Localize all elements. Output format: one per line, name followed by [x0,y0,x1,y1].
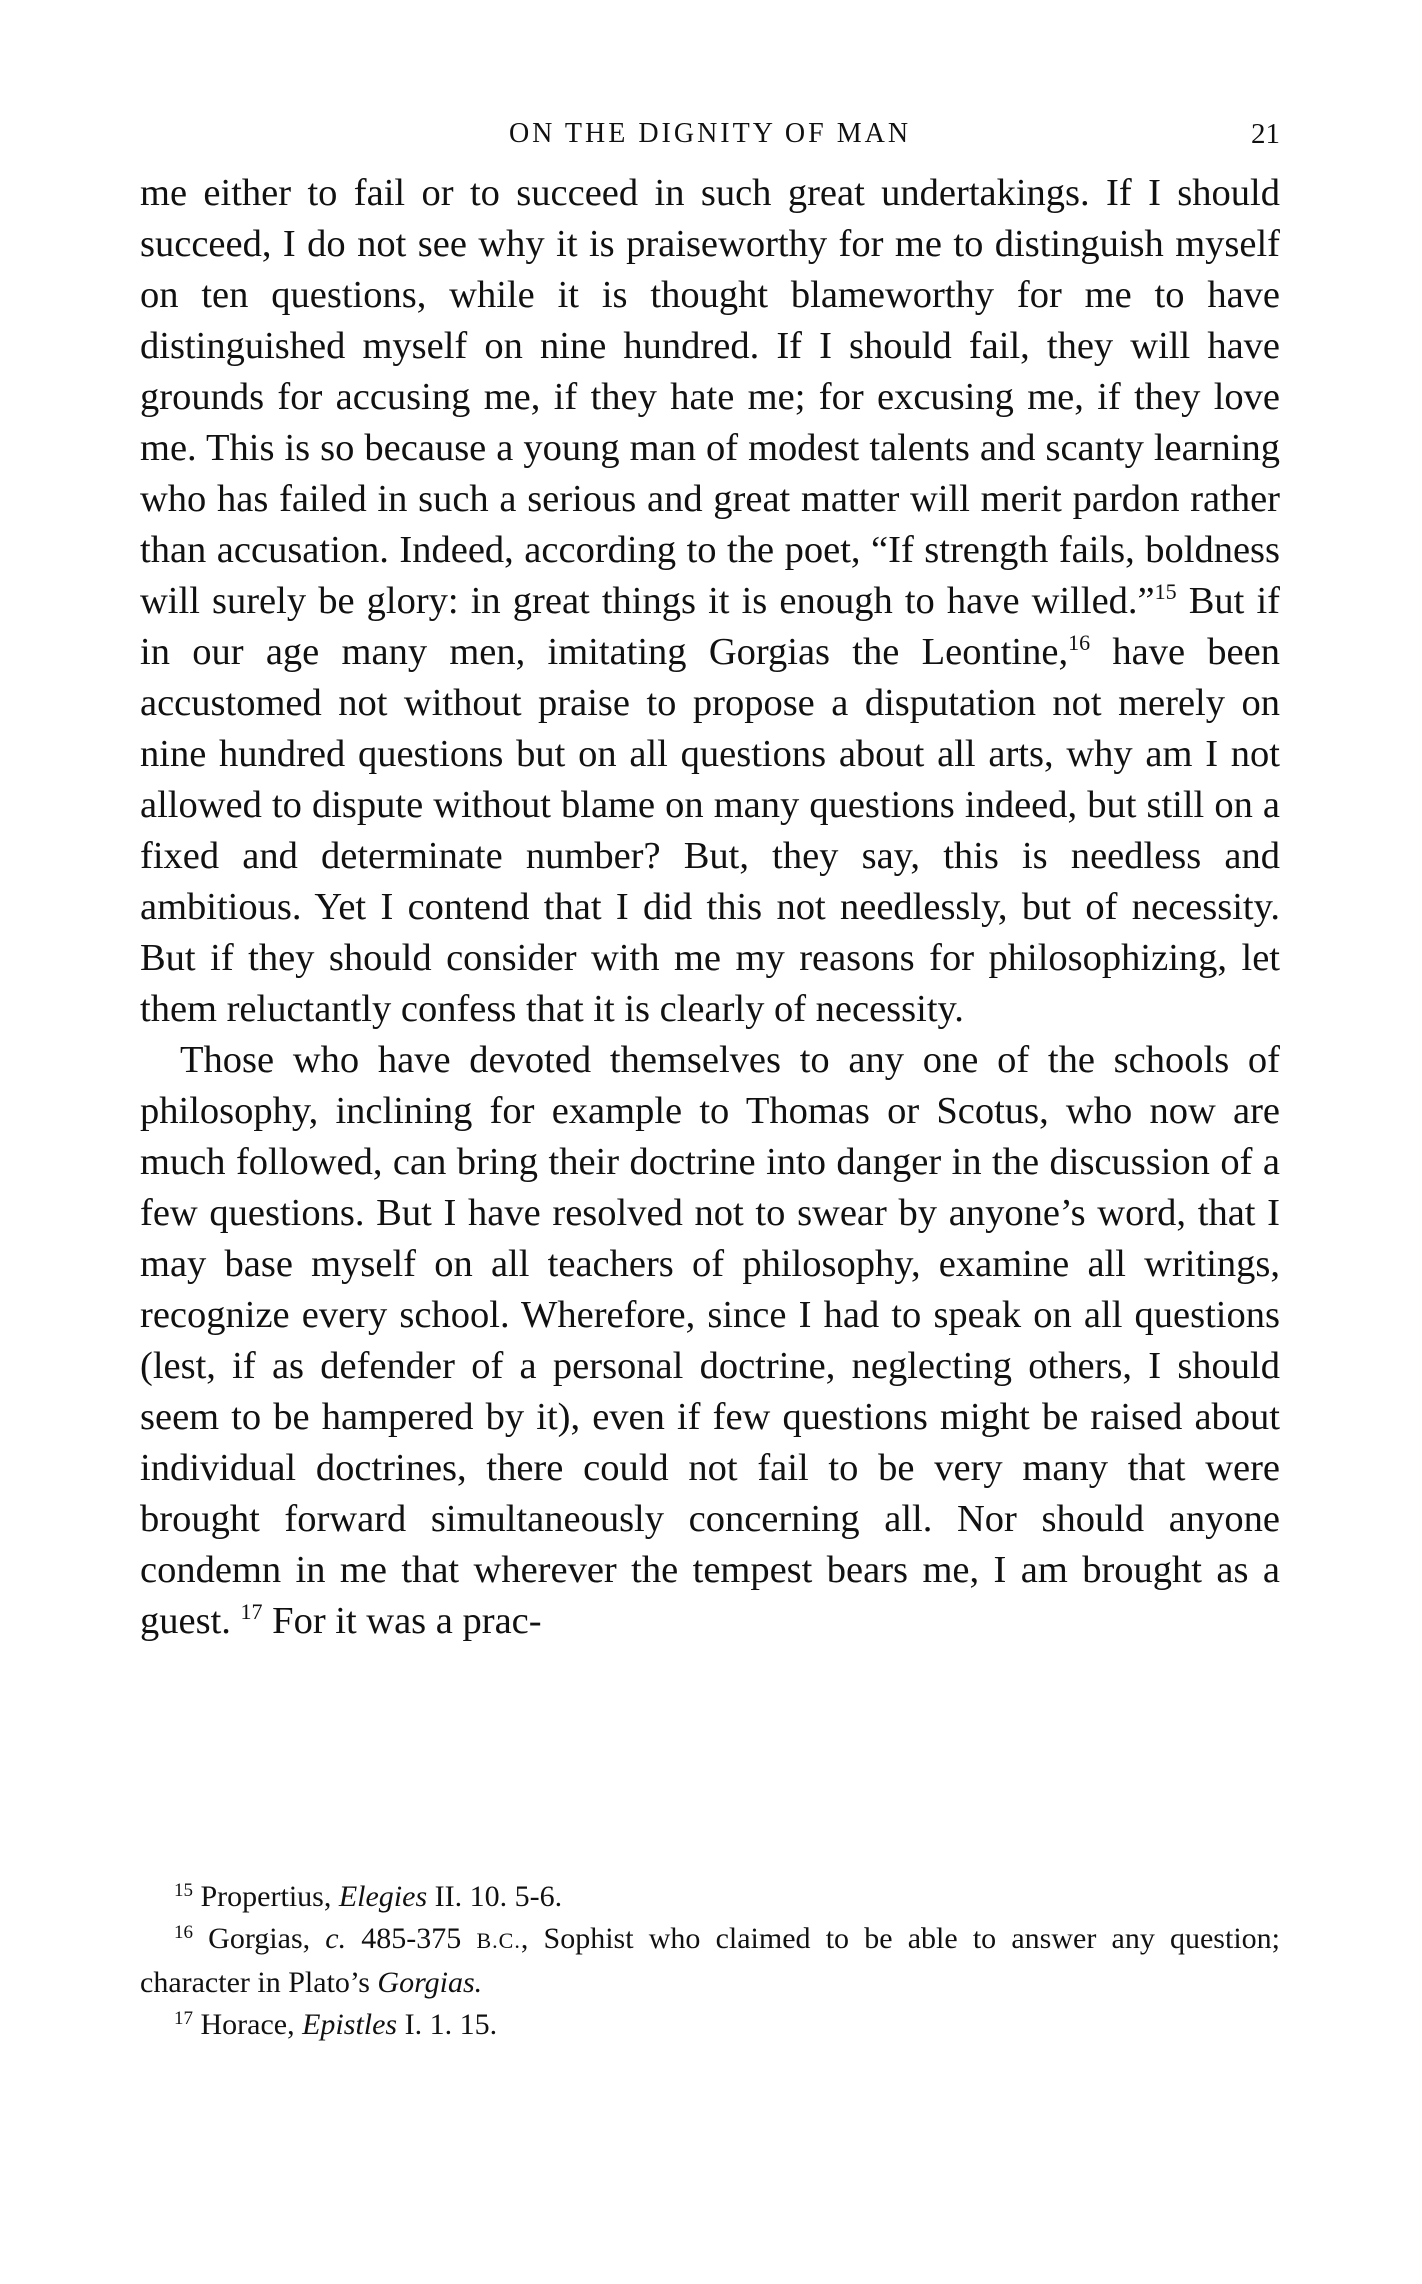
italic-text: Gorgias. [377,1966,483,1999]
footnote-number: 17 [174,2008,193,2029]
footnote-ref: 16 [1068,630,1091,655]
footnote-ref: 15 [1154,579,1177,604]
text-run: Gorgias, [193,1922,326,1955]
footnote [140,1876,1280,1918]
italic-text: Epistles [302,2008,398,2041]
running-title: ON THE DIGNITY OF MAN [508,118,912,149]
footnote-text [193,2008,497,2041]
small-caps-text: B.C. [476,1928,521,1953]
text-run: Horace, [193,2008,303,2041]
text-run: 485-375 [346,1922,477,1955]
page-number: 21 [1251,118,1280,150]
footnote-number: 15 [174,1880,193,1901]
footnotes [140,1876,1280,2046]
footnote-text [140,1922,1280,1999]
text-run: have been accustomed not without praise to propose a disputation not merely on nine hundred questions but on all questions about all arts, why am I not allowed to dispute without blame on many questions indeed, but still on a fixed and determinate number? But, they say, this is needless and ambitious. Yet I contend that I did this not needlessly, but of necessity. But if they should consider with me my reasons for philosophizing, let them reluctantly confess that it is clearly of necessity. [140,631,1280,1030]
text-run: II. 10. 5-6. [427,1880,563,1913]
text-run: But if in our age many men, imitating Gorgias the Leontine, [140,580,1280,673]
text-run: , Sophist who claimed to be able to answer any question; character in Plato’s [140,1922,1280,1999]
footnote-text [193,1880,562,1913]
body-text [140,168,1280,1647]
text-run: I. 1. 15. [397,2008,498,2041]
footnote-number: 16 [174,1922,193,1943]
running-header [140,112,1280,156]
paragraph [140,1035,1280,1647]
text-run: me either to fail or to succeed in such great undertakings. If I should succeed, I do not see why it is praiseworthy for me to distinguish myself on ten questions, while it is thought blameworthy for me to have distinguished myself on nine hundred. If I should fail, they will have grounds for accusing me, if they hate me; for excusing me, if they love me. This is so because a young man of modest talents and scanty learning who has failed in such a serious and great matter will merit pardon rather than accusation. Indeed, according to the poet, “If strength fails, boldness will surely be glory: in great things it is enough to have willed.” [140,172,1280,622]
footnote [140,2004,1280,2046]
italic-text: Elegies [338,1880,428,1913]
footnote-ref: 17 [240,1599,263,1624]
text-run: For it was a prac- [262,1600,542,1642]
text-run: Propertius, [193,1880,339,1913]
text-run: Those who have devoted themselves to any one of the schools of philosophy, inclining for example to Thomas or Scotus, who now are much followed, can bring their doctrine into danger in the discussion of a few questions. But I have resolved not to swear by anyone’s word, that I may base myself on all teachers of philosophy, examine all writings, recognize every school. Wherefore, since I had to speak on all questions (lest, if as defender of a personal doctrine, neglecting others, I should seem to be hampered by it), even if few questions might be raised about individual doctrines, there could not fail to be very many that were brought forward simultaneously concerning all. Nor should anyone condemn in me that wherever the tempest bears me, I am brought as a guest. [140,1039,1280,1642]
italic-text: c. [325,1922,347,1955]
paragraph [140,168,1280,1035]
footnote [140,1918,1280,2004]
